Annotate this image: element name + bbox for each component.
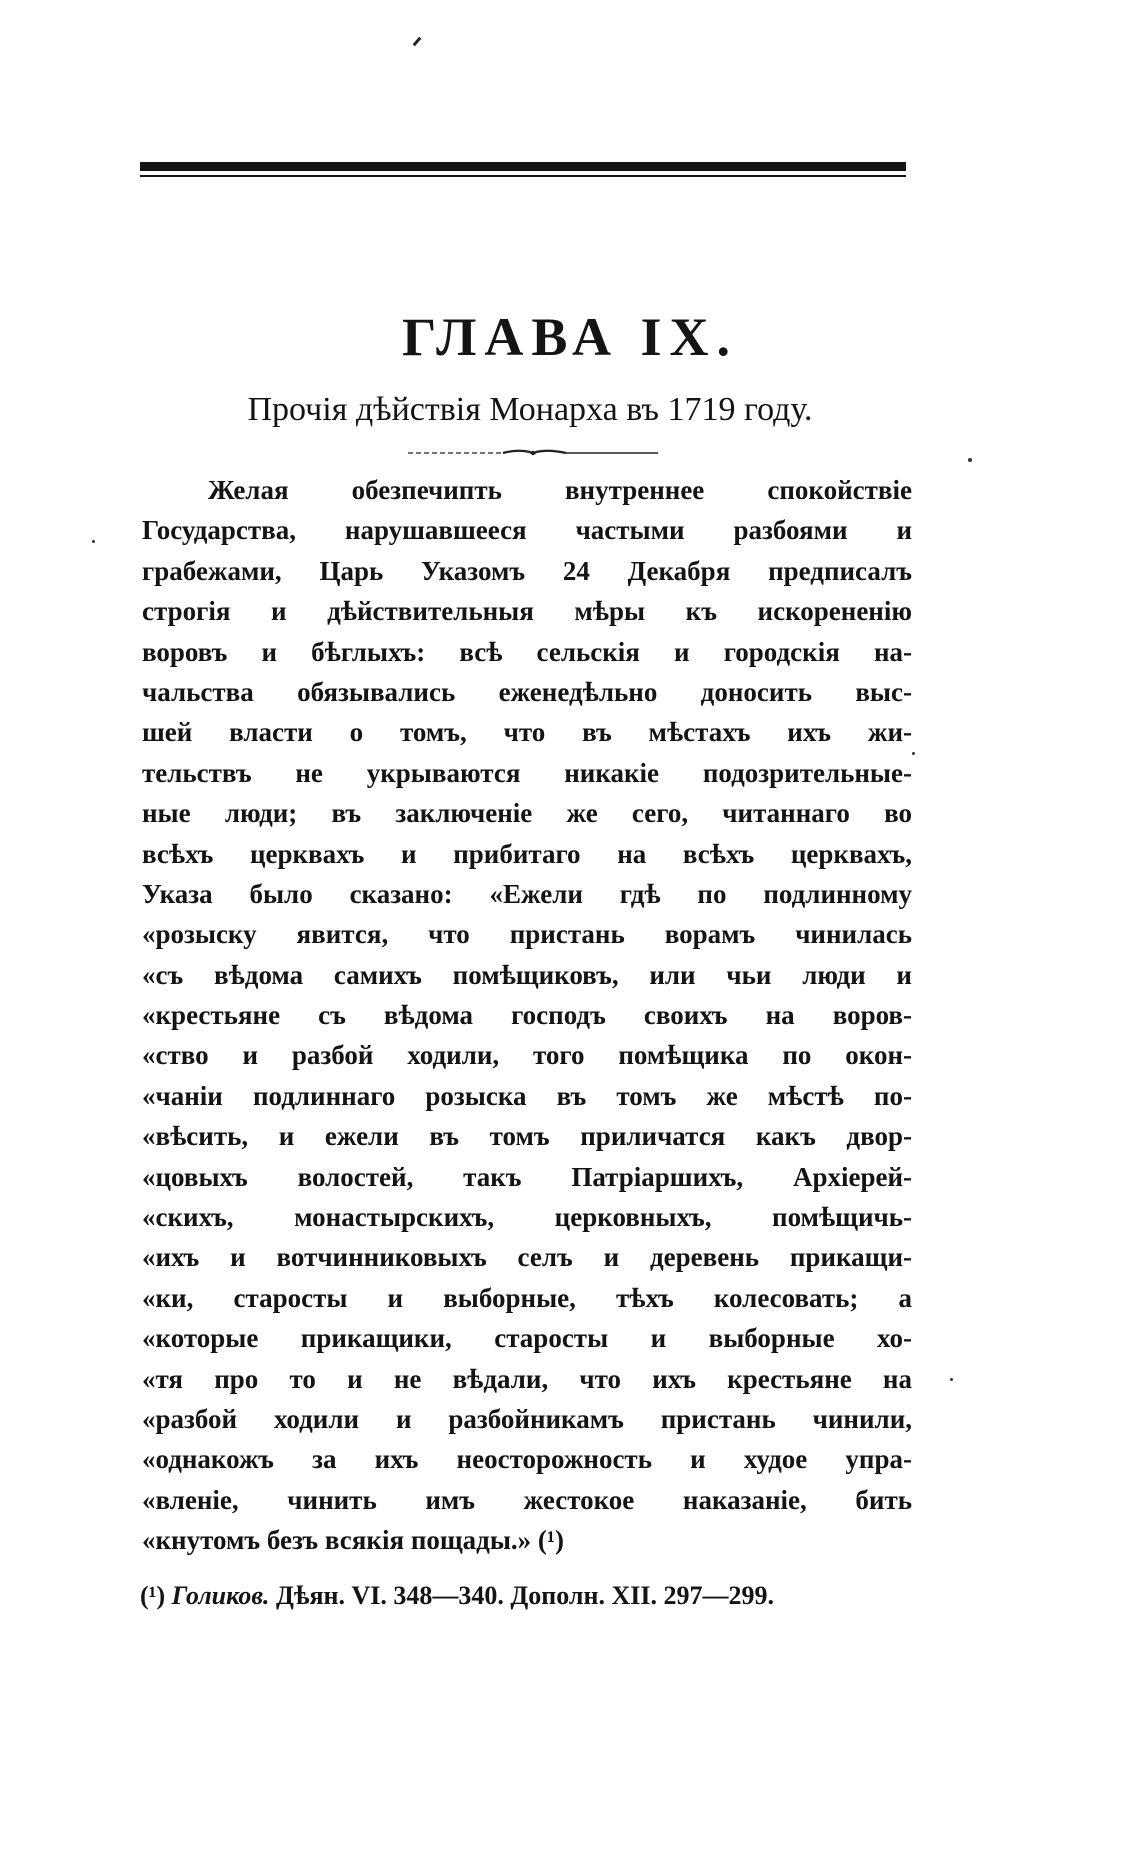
footnote (140, 1578, 920, 1614)
text-line: «кнутомъ безъ всякія пощады.» (¹) (142, 1525, 564, 1556)
text-line: грабежами, Царь Указомъ 24 Декабря предписалъ (142, 555, 912, 586)
text-line: чальства обязывались еженедѣльно доносить выс- (142, 676, 912, 707)
text-line: воровъ и бѣглыхъ: всѣ сельскія и городскія на- (142, 636, 912, 667)
text-line: «цовыхъ волостей, такъ Патріаршихъ, Архіерей- (142, 1161, 912, 1192)
text-line: «ихъ и вотчинниковыхъ селъ и деревень прикащи- (142, 1242, 912, 1273)
text-line: «розыску явится, что пристань ворамъ чинилась (142, 919, 912, 950)
header-rule-thick (140, 162, 906, 171)
print-speck (950, 1378, 953, 1381)
footnote-marker: (¹) (140, 1581, 166, 1610)
stray-pen-mark (413, 37, 422, 47)
text-line: «тя про то и не вѣдали, что ихъ крестьяне на (142, 1363, 912, 1394)
text-line: «разбой ходили и разбойникамъ пристань чинили, (142, 1403, 912, 1434)
chapter-subtitle: Прочія дѣйствія Монарха въ 1719 году. (247, 391, 813, 428)
body-text (142, 470, 912, 1561)
text-line: «скихъ, монастырскихъ, церковныхъ, помѣщичь- (142, 1202, 912, 1233)
text-line: «вленіе, чинить имъ жестокое наказаніе, бить (142, 1484, 912, 1515)
text-line: всѣхъ церквахъ и прибитаго на всѣхъ церквахъ, (142, 838, 912, 869)
text-line: шей власти о томъ, что въ мѣстахъ ихъ жи- (142, 717, 912, 748)
text-line: «ство и разбой ходили, того помѣщика по окон- (142, 1040, 912, 1071)
text-line: «съ вѣдома самихъ помѣщиковъ, или чьи люди и (142, 959, 912, 990)
text-line: «вѣсить, и ежели въ томъ приличатся какъ двор- (142, 1121, 912, 1152)
ornament-divider (408, 448, 658, 458)
header-rule-thin (140, 175, 906, 177)
footnote-text: Дѣян. VI. 348—340. Дополн. XII. 297—299. (275, 1581, 774, 1610)
text-line: Указа было сказано: «Ежели гдѣ по подлинному (142, 878, 912, 909)
text-line: «однакожъ за ихъ неосторожность и худое упра- (142, 1444, 912, 1475)
print-speck (92, 540, 95, 543)
text-line: строгія и дѣйствительныя мѣры къ искорененію (142, 596, 912, 627)
text-line: Государства, нарушавшееся частыми разбоями и (142, 515, 912, 546)
print-speck (912, 752, 915, 755)
text-line: «крестьяне съ вѣдома господъ своихъ на воров- (142, 1000, 912, 1031)
text-line: «чаніи подлиннаго розыска въ томъ же мѣстѣ по- (142, 1080, 912, 1111)
text-line: ные люди; въ заключеніе же сего, читаннаго во (142, 798, 912, 829)
text-line: тельствъ не укрываются никакіе подозрительные- (142, 757, 912, 788)
text-line: Желая обезпечипть внутреннее спокойствіе (208, 475, 912, 505)
chapter-title: ГЛАВА IX. (401, 307, 739, 367)
text-line: «ки, старосты и выборные, тѣхъ колесовать; а (142, 1282, 912, 1313)
print-speck (968, 458, 972, 462)
text-line: «которые прикащики, старосты и выборные хо- (142, 1323, 912, 1354)
footnote-author: Голиков. (171, 1581, 270, 1610)
